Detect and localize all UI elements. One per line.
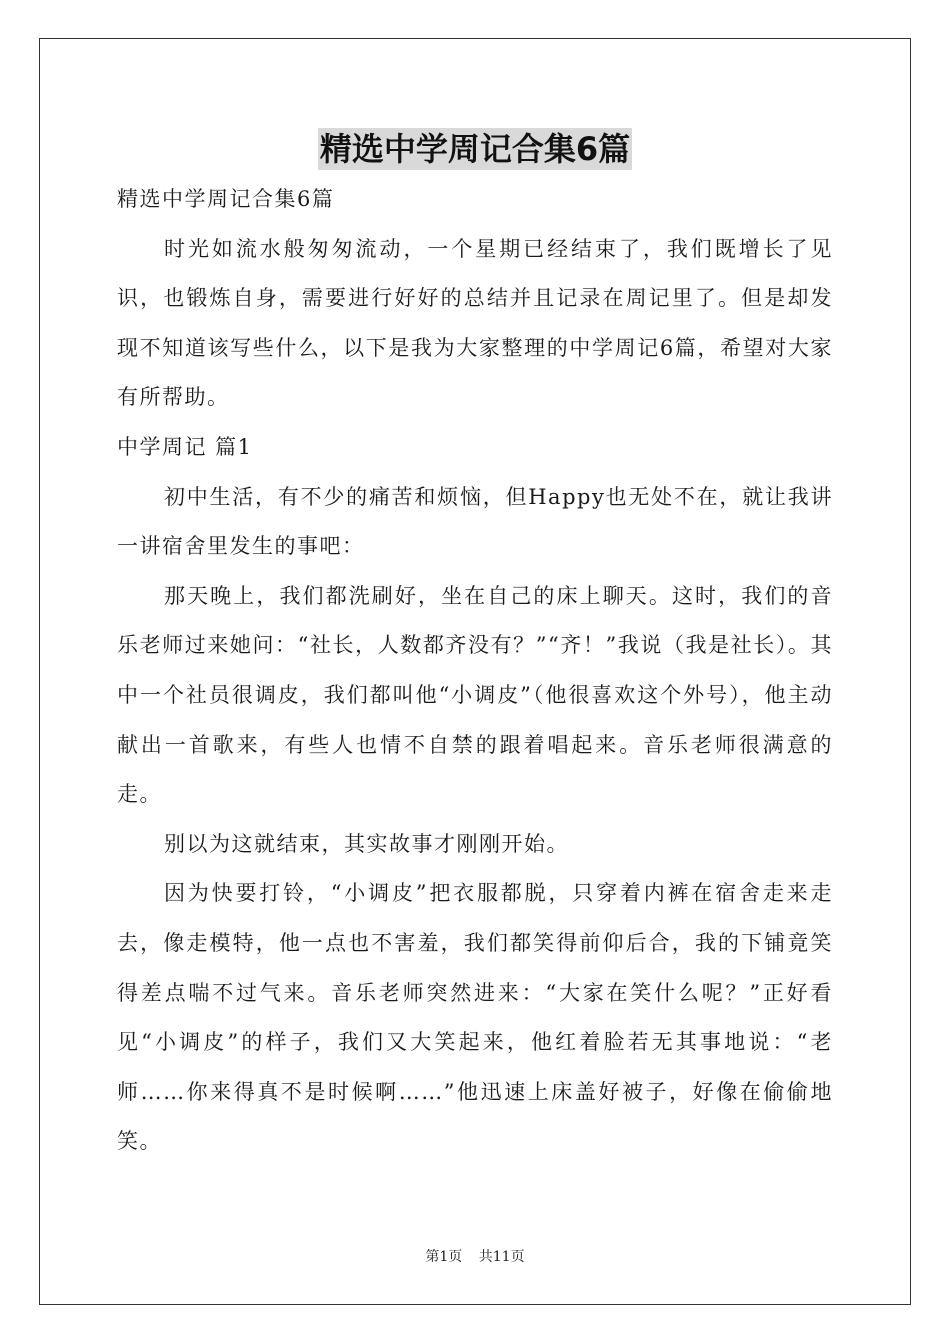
page-footer [0,1246,950,1266]
body-paragraph: 那天晚上，我们都洗刷好，坐在自己的床上聊天。这时，我们的音乐老师过来她问：“社长，人数都齐没有？”“齐！”我说（我是社长）。其中一个社员很调皮，我们都叫他“小调皮”（他很喜欢这个外号），他主动献出一首歌来，有些人也情不自禁的跟着唱起来。音乐老师很满意的走。 [117,583,833,807]
body-paragraph: 别以为这就结束，其实故事才刚刚开始。 [164,831,569,856]
document-title: 精选中学周记合集6篇 [319,130,631,168]
page-total: 共11页 [478,1249,525,1265]
body-paragraph: 精选中学周记合集6篇 [117,187,335,211]
body-paragraph: 时光如流水般匆匆流动，一个星期已经结束了，我们既增长了见识，也锻炼自身，需要进行好好的总结并且记录在周记里了。但是却发现不知道该写些什么，以下是我为大家整理的中学周记6篇，希望对大家有所帮助。 [117,236,833,410]
title-wrap [0,128,950,170]
section-heading: 中学周记 篇1 [117,434,253,459]
document-body [117,175,833,1167]
body-paragraph: 因为快要打铃，“小调皮”把衣服都脱，只穿着内裤在宿舍走来走去，像走模特，他一点也不害羞，我们都笑得前仰后合，我的下铺竟笑得差点喘不过气来。音乐老师突然进来：“大家在笑什么呢？”正好看见“小调皮”的样子，我们又大笑起来，他红着脸若无其事地说：“老师……你来得真不是时候啊……”他迅速上床盖好被子，好像在偷偷地笑。 [117,881,833,1154]
body-paragraph: 初中生活，有不少的痛苦和烦恼，但Happy也无处不在，就让我讲一讲宿舍里发生的事吧： [117,484,833,559]
page-number: 第1页 [425,1249,463,1265]
